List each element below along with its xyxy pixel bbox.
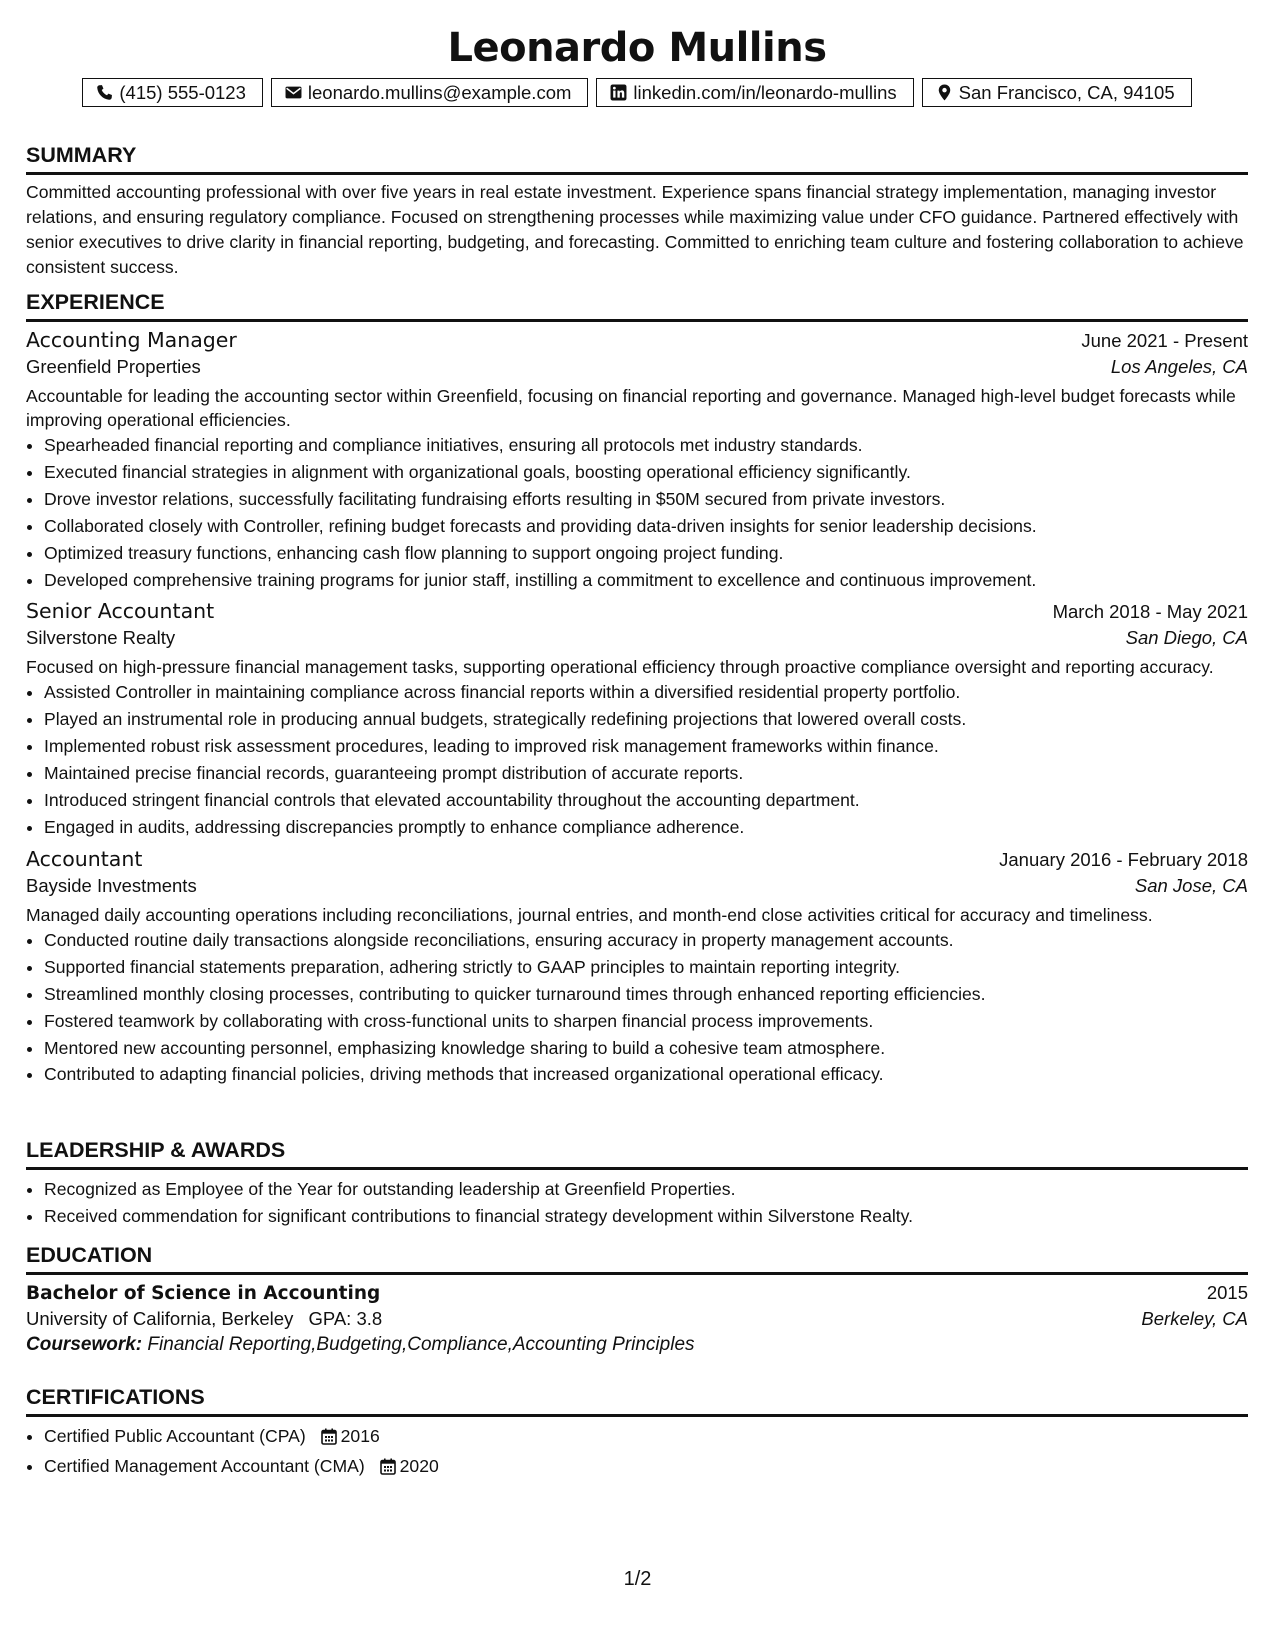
section-title-summary: SUMMARY bbox=[26, 140, 1248, 175]
section-title-education: EDUCATION bbox=[26, 1240, 1248, 1275]
list-item: • Collaborated closely with Controller, refining budget forecasts and providing data-driven insights for senior leadership decisions. bbox=[44, 513, 1248, 540]
job-location: San Jose, CA bbox=[1134, 874, 1248, 896]
calendar-icon bbox=[321, 1426, 337, 1453]
list-item: • Contributed to adapting financial policies, driving methods that increased organizational operational efficacy. bbox=[44, 1061, 1248, 1088]
list-item: • Drove investor relations, successfully facilitating fundraising efforts resulting in $50M secured from private investors. bbox=[44, 486, 1248, 513]
degree-title: Bachelor of Science in Accounting bbox=[26, 1283, 381, 1304]
summary-text: Committed accounting professional with over five years in real estate investment. Experience spans financial strategy implementation, managing investor relations, and ensuring regulatory compliance. Focused on strengthening processes while maximizing value under CFO guidance. Partnered effectively with senior executives to drive clarity in financial reporting, budgeting, and forecasting. Committed to enriching team culture and fostering collaboration to achieve consistent success. bbox=[26, 182, 1244, 277]
map-pin-icon bbox=[936, 84, 953, 101]
list-item: • Engaged in audits, addressing discrepancies promptly to enhance compliance adherence. bbox=[44, 814, 1248, 841]
job-title: Accountant bbox=[26, 846, 143, 871]
certification-item bbox=[44, 1423, 1248, 1453]
job-bullets bbox=[26, 927, 1248, 1088]
certification-item bbox=[44, 1453, 1248, 1483]
job-title: Accounting Manager bbox=[26, 328, 237, 352]
list-item: • Developed comprehensive training programs for junior staff, instilling a commitment to excellence and continuous improvement. bbox=[44, 567, 1248, 594]
job-bullets bbox=[26, 679, 1248, 840]
job-title: Senior Accountant bbox=[26, 599, 215, 624]
certification-year: 2016 bbox=[340, 1426, 380, 1446]
contact-phone[interactable] bbox=[82, 78, 263, 107]
job-dates: June 2021 - Present bbox=[1081, 330, 1248, 351]
contact-email-text: leonardo.mullins@example.com bbox=[307, 81, 572, 103]
job-description: Managed daily accounting operations including reconciliations, journal entries, and month-end close activities critical for accuracy and timeliness. bbox=[26, 904, 1153, 925]
list-item: • Maintained precise financial records, guaranteeing prompt distribution of accurate reports. bbox=[44, 760, 1248, 787]
coursework bbox=[26, 1334, 1248, 1356]
list-item: • Implemented robust risk assessment procedures, leading to improved risk management frameworks within finance. bbox=[44, 733, 1248, 760]
job-description: Focused on high-pressure financial management tasks, supporting operational efficiency through proactive compliance oversight and reporting accuracy. bbox=[26, 657, 1214, 678]
job-company: Bayside Investments bbox=[26, 874, 197, 896]
school-name: University of California, Berkeley bbox=[26, 1308, 294, 1329]
list-item: • Streamlined monthly closing processes, contributing to quicker turnaround times through enhanced reporting efficiencies. bbox=[44, 981, 1248, 1008]
job-company: Silverstone Realty bbox=[26, 627, 176, 649]
certification-list bbox=[26, 1423, 1248, 1483]
contact-location bbox=[922, 78, 1192, 107]
calendar-icon bbox=[380, 1456, 396, 1483]
graduation-year: 2015 bbox=[1206, 1282, 1248, 1303]
leadership-section bbox=[26, 1135, 1248, 1230]
experience-section bbox=[26, 287, 1248, 1088]
certification-name: Certified Public Accountant (CPA) bbox=[44, 1426, 306, 1446]
section-title-certifications: CERTIFICATIONS bbox=[26, 1382, 1248, 1417]
coursework-label: Coursework: bbox=[26, 1334, 143, 1355]
job-entry bbox=[26, 599, 1248, 840]
list-item: • Executed financial strategies in alignment with organizational goals, boosting operational efficiency significantly. bbox=[44, 459, 1248, 486]
phone-icon bbox=[96, 84, 113, 101]
contact-linkedin-text: linkedin.com/in/leonardo-mullins bbox=[633, 81, 897, 103]
certification-name: Certified Management Accountant (CMA) bbox=[44, 1455, 365, 1476]
coursework-list: Financial Reporting,Budgeting,Compliance,Accounting Principles bbox=[147, 1334, 695, 1355]
section-title-leadership: LEADERSHIP & AWARDS bbox=[26, 1135, 1248, 1170]
list-item: • Received commendation for significant contributions to financial strategy development within Silverstone Realty. bbox=[44, 1203, 1248, 1230]
list-item: • Mentored new accounting personnel, emphasizing knowledge sharing to build a cohesive team atmosphere. bbox=[44, 1035, 1248, 1062]
certification-year: 2020 bbox=[399, 1455, 439, 1476]
gpa: GPA: 3.8 bbox=[308, 1308, 383, 1329]
certifications-section bbox=[26, 1382, 1248, 1483]
job-location: San Diego, CA bbox=[1125, 627, 1248, 649]
job-entry bbox=[26, 328, 1248, 593]
leadership-bullets bbox=[26, 1176, 1248, 1230]
summary-section bbox=[26, 140, 1248, 280]
contact-email[interactable] bbox=[271, 78, 589, 107]
page-number: 1/2 bbox=[623, 1568, 652, 1590]
contact-phone-text: (415) 555-0123 bbox=[119, 81, 246, 103]
list-item: • Optimized treasury functions, enhancing cash flow planning to support ongoing project funding. bbox=[44, 540, 1248, 567]
list-item: • Spearheaded financial reporting and compliance initiatives, ensuring all protocols met industry standards. bbox=[44, 432, 1248, 459]
job-description: Accountable for leading the accounting sector within Greenfield, focusing on financial reporting and governance. Managed high-level budget forecasts while improving operational efficiencies. bbox=[26, 386, 1236, 430]
contact-location-text: San Francisco, CA, 94105 bbox=[958, 81, 1175, 103]
list-item: • Assisted Controller in maintaining compliance across financial reports within a diversified residential property portfolio. bbox=[44, 679, 1248, 706]
candidate-name: Leonardo Mullins bbox=[447, 25, 827, 71]
job-entry bbox=[26, 847, 1248, 1088]
job-dates: March 2018 - May 2021 bbox=[1052, 601, 1248, 623]
linkedin-icon bbox=[610, 84, 627, 101]
list-item: • Conducted routine daily transactions alongside reconciliations, ensuring accuracy in property management accounts. bbox=[44, 927, 1248, 954]
list-item: • Played an instrumental role in producing annual budgets, strategically redefining projections that lowered overall costs. bbox=[44, 706, 1248, 733]
resume-page bbox=[26, 0, 1248, 1476]
contact-linkedin[interactable] bbox=[596, 78, 913, 107]
list-item: • Supported financial statements preparation, adhering strictly to GAAP principles to maintain reporting integrity. bbox=[44, 954, 1248, 981]
envelope-icon bbox=[285, 84, 302, 101]
school-location: Berkeley, CA bbox=[1141, 1308, 1248, 1329]
job-location: Los Angeles, CA bbox=[1110, 356, 1248, 377]
list-item: • Recognized as Employee of the Year for outstanding leadership at Greenfield Properties. bbox=[44, 1176, 1248, 1203]
education-section bbox=[26, 1240, 1248, 1356]
list-item: • Introduced stringent financial controls that elevated accountability throughout the accounting department. bbox=[44, 787, 1248, 814]
list-item: • Fostered teamwork by collaborating with cross-functional units to sharpen financial process improvements. bbox=[44, 1008, 1248, 1035]
section-title-experience: EXPERIENCE bbox=[26, 287, 1248, 322]
job-bullets bbox=[26, 432, 1248, 593]
job-company: Greenfield Properties bbox=[26, 356, 201, 377]
contact-bar bbox=[26, 78, 1248, 107]
job-dates: January 2016 - February 2018 bbox=[999, 848, 1248, 870]
